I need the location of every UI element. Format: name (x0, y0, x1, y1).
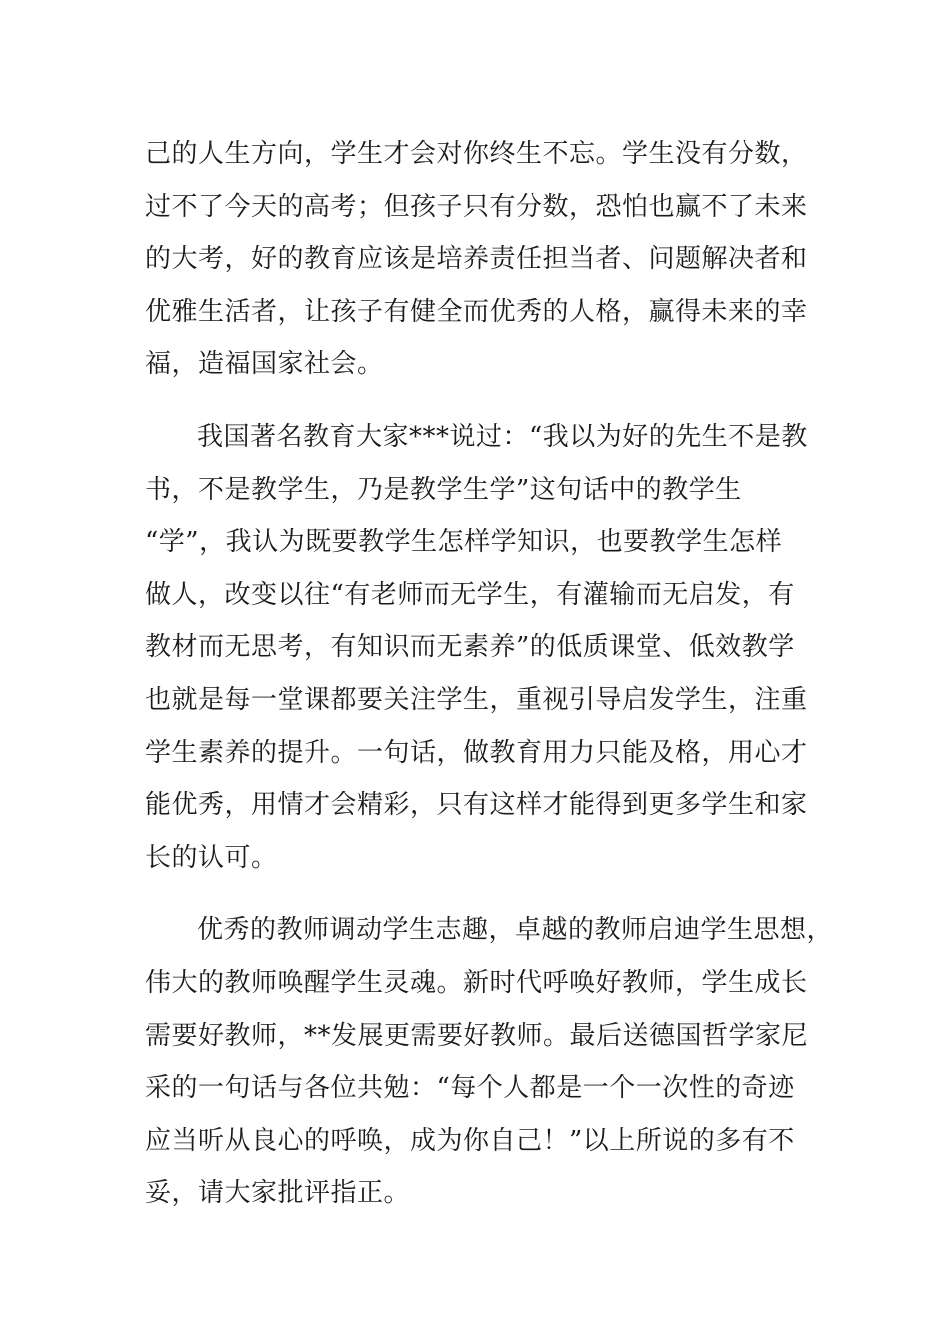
text-line: 能优秀，用情才会精彩，只有这样才能得到更多学生和家 (145, 790, 808, 821)
text-line: 伟大的教师唤醒学生灵魂。新时代呼唤好教师，学生成长 (145, 967, 808, 998)
paragraph-1 (145, 128, 825, 391)
paragraph-spacer (145, 884, 825, 904)
text-line: 过不了今天的高考；但孩子只有分数，恐怕也赢不了未来 (145, 191, 808, 222)
text-line: 也就是每一堂课都要关注学生，重视引导启发学生，注重 (145, 684, 808, 715)
text-line: 学生素养的提升。一句话，做教育用力只能及格，用心才 (145, 737, 808, 768)
text-line: 福，造福国家社会。 (145, 349, 384, 380)
paragraph-spacer (145, 391, 825, 411)
text-line: 做人，改变以往“有老师而无学生，有灌输而无启发，有 (145, 579, 795, 610)
text-line: 需要好教师，**发展更需要好教师。最后送德国哲学家尼 (145, 1020, 809, 1051)
text-line: 己的人生方向，学生才会对你终生不忘。学生没有分数， (145, 139, 808, 169)
text-line: 的大考，好的教育应该是培养责任担当者、问题解决者和 (145, 244, 808, 275)
text-line: 书，不是教学生，乃是教学生学”这句话中的教学生 (145, 474, 742, 505)
paragraph-2 (145, 411, 825, 884)
text-line: 采的一句话与各位共勉：“每个人都是一个一次性的奇迹 (145, 1073, 795, 1104)
text-line: 我国著名教育大家***说过：“我以为好的先生不是教 (197, 421, 808, 452)
text-line: 优雅生活者，让孩子有健全而优秀的人格，赢得未来的幸 (145, 296, 808, 327)
text-line: 教材而无思考，有知识而无素养”的低质课堂、低效教学 (145, 632, 795, 663)
text-line: 妥，请大家批评指正。 (145, 1178, 411, 1209)
text-line: 优秀的教师调动学生志趣，卓越的教师启迪学生思想， (197, 915, 834, 946)
document-body (145, 128, 834, 1220)
text-line: “学”，我认为既要教学生怎样学知识，也要教学生怎样 (145, 527, 783, 558)
text-line: 长的认可。 (145, 842, 278, 873)
text-line: 应当听从良心的呼唤，成为你自己！”以上所说的多有不 (145, 1125, 795, 1156)
paragraph-3 (145, 904, 834, 1220)
